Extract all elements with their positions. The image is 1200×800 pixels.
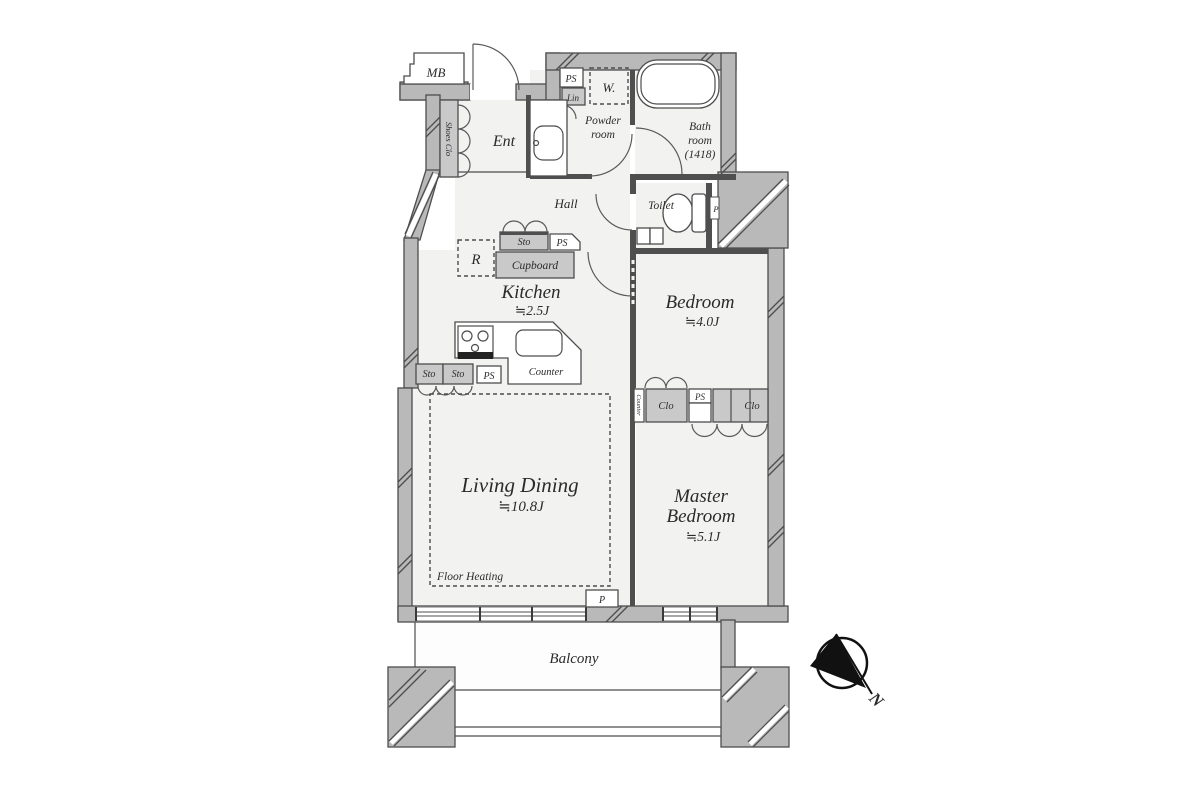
balcony-label: Balcony	[549, 651, 599, 667]
washing-machine-label: W.	[602, 80, 616, 95]
powder-room-label-2: room	[591, 129, 615, 141]
meter-box-label: MB	[426, 65, 446, 80]
north-label: N	[865, 688, 888, 711]
pipe-space-label-closet: PS	[695, 392, 705, 402]
cupboard-label: Cupboard	[511, 260, 559, 272]
toilet-cabinet	[637, 228, 650, 244]
balcony-right-sidewall	[721, 620, 735, 668]
living-dining-size: ≒10.8J	[498, 499, 544, 515]
master-bedroom-label-1: Master	[674, 486, 728, 507]
entrance-door-arc	[473, 44, 519, 90]
bathtub	[637, 60, 719, 108]
kitchen-size: ≒2.5J	[514, 303, 550, 318]
right-wall	[768, 248, 784, 606]
closet-label-right: Clo	[744, 401, 760, 412]
storage-label-hall: Sto	[517, 237, 531, 248]
bedroom-label: Bedroom	[665, 292, 735, 313]
kitchen-label: Kitchen	[501, 282, 561, 303]
closet-box-right	[713, 389, 768, 422]
toilet-label: Toilet	[648, 200, 674, 212]
entrance-door-opening	[470, 84, 516, 100]
toilet-tank	[692, 194, 706, 232]
living-window	[416, 608, 586, 620]
refrigerator-label: R	[471, 252, 481, 268]
bath-right-wall	[721, 53, 736, 175]
pipe-space-label-hall: PS	[556, 238, 568, 249]
master-bedroom-label-2: Bedroom	[666, 506, 736, 527]
ent-label: Ent	[492, 133, 516, 150]
counter-label: Counter	[528, 367, 564, 378]
shoes-closet-label: Shoes Clo	[444, 121, 454, 157]
balcony-windows	[416, 607, 717, 621]
hall-label: Hall	[554, 196, 578, 211]
bath-room-label-2: room	[688, 135, 712, 147]
bedroom-west-wall	[630, 254, 636, 388]
closet-sub-box	[689, 403, 711, 422]
pipe-label-notch: P	[713, 204, 719, 214]
pipe-space-label-kitchen: PS	[483, 371, 495, 382]
toilet-cabinet	[650, 228, 663, 244]
compass	[810, 634, 888, 711]
pipe-label-bottom: P	[598, 595, 606, 606]
stove-front	[458, 352, 493, 359]
living-dining-label: Living Dining	[461, 473, 579, 497]
pipe-space-label-top: PS	[565, 74, 577, 85]
storage-label-2: Sto	[451, 369, 465, 380]
bath-room-label-1: Bath	[689, 121, 711, 133]
powder-room-label-1: Powder	[585, 115, 621, 127]
washbasin-cabinet	[530, 100, 567, 176]
bedroom-size: ≒4.0J	[684, 314, 720, 329]
closet-label-left: Clo	[658, 401, 674, 412]
counter-strip-label: Counter	[635, 394, 642, 416]
bath-room-label-3: (1418)	[684, 149, 716, 161]
floor-heating-label: Floor Heating	[437, 571, 504, 583]
living-left-wall	[398, 388, 412, 620]
linen-label: Lin	[566, 93, 580, 103]
master-bedroom-size: ≒5.1J	[685, 529, 721, 544]
storage-label-1: Sto	[422, 369, 436, 380]
